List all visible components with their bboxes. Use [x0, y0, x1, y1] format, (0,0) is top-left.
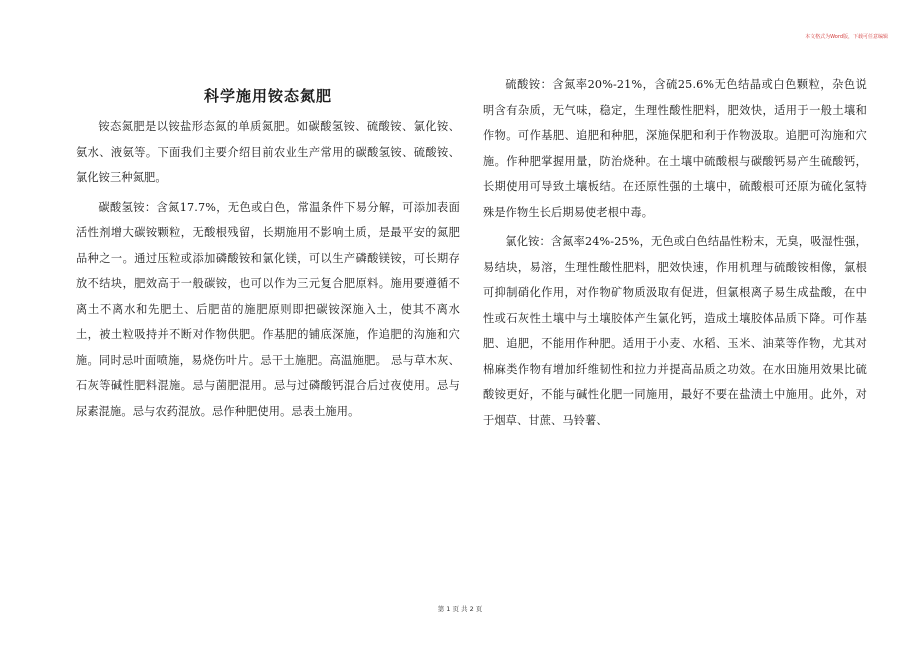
ammonium-chloride-paragraph: 氯化铵：含氮率24%-25%，无色或白色结晶性粉末，无臭，吸湿性强，易结块，易溶，生理性酸性肥料，肥效快速，作用机理与硫酸铵相像，氯根可抑制硝化作用，对作物矿物质汲取有促进，但氯根离子易生成盐酸，在中性或石灰性土壤中与土壤胶体产生氯化钙，造成土壤胶体品质下降。可作基肥、追肥，不能用作种肥。适用于小麦、水稻、玉米、油菜等作物，尤其对棉麻类作物有增加纤维韧性和拉力并提高品质之功效。在水田施用效果比硫酸铵更好，不能与碱性化肥一同施用，最好不要在盐渍土中施用。此外，对于烟草、甘蔗、马铃薯、 [483, 235, 867, 427]
left-column [76, 84, 460, 424]
ammonium-sulfate-paragraph: 硫酸铵：含氮率20%-21%，含硫25.6%无色结晶或白色颗粒，杂色说明含有杂质，无气味，稳定，生理性酸性肥料，肥效快，适用于一般土壤和作物。可作基肥、追肥和种肥，深施保肥和利于作物汲取。追肥可沟施和穴施。作种肥掌握用量，防治烧种。在土壤中硫酸根与碳酸钙易产生硫酸钙，长期使用可导致土壤板结。在还原性强的土壤中，硫酸根可还原为硫化氢特殊是作物生长后期易使老根中毒。 [483, 78, 867, 219]
page-number-footer: 第 1 页 共 2 页 [437, 605, 483, 613]
ammonium-bicarbonate-paragraph: 碳酸氢铵：含氮17.7%，无色或白色，常温条件下易分解，可添加表面活性剂增大碳铵颗粒，无酸根残留，长期施用不影响土质，是最平安的氮肥品种之一。通过压粒或添加磷酸铵和氯化镁，可以生产磷酸镁铵，可长期存放不结块，肥效高于一般碳铵，也可以作为三元复合肥原料。施用要遵循不离土不离水和先肥土、后肥苗的施肥原则即把碳铵深施入土，使其不离水土，被土粒吸持并不断对作物供肥。作基肥的铺底深施，作追肥的沟施和穴施。同时忌叶面喷施，易烧伤叶片。忌干土施肥。高温施肥。 忌与草木灰、石灰等碱性肥料混施。忌与菌肥混用。忌与过磷酸钙混合后过夜使用。忌与尿素混施。忌与农药混放。忌作种肥使用。忌表土施用。 [76, 200, 460, 418]
document-title: 科学施用铵态氮肥 [203, 87, 332, 105]
intro-paragraph: 铵态氮肥是以铵盐形态氮的单质氮肥。如碳酸氢铵、硫酸铵、氯化铵、氨水、液氨等。下面我们主要介绍目前农业生产常用的碳酸氢铵、硫酸铵、氯化铵三种氮肥。 [76, 120, 460, 184]
right-column [483, 72, 867, 433]
download-watermark: 本文格式为Word版，下载可任意编辑 [805, 34, 888, 40]
